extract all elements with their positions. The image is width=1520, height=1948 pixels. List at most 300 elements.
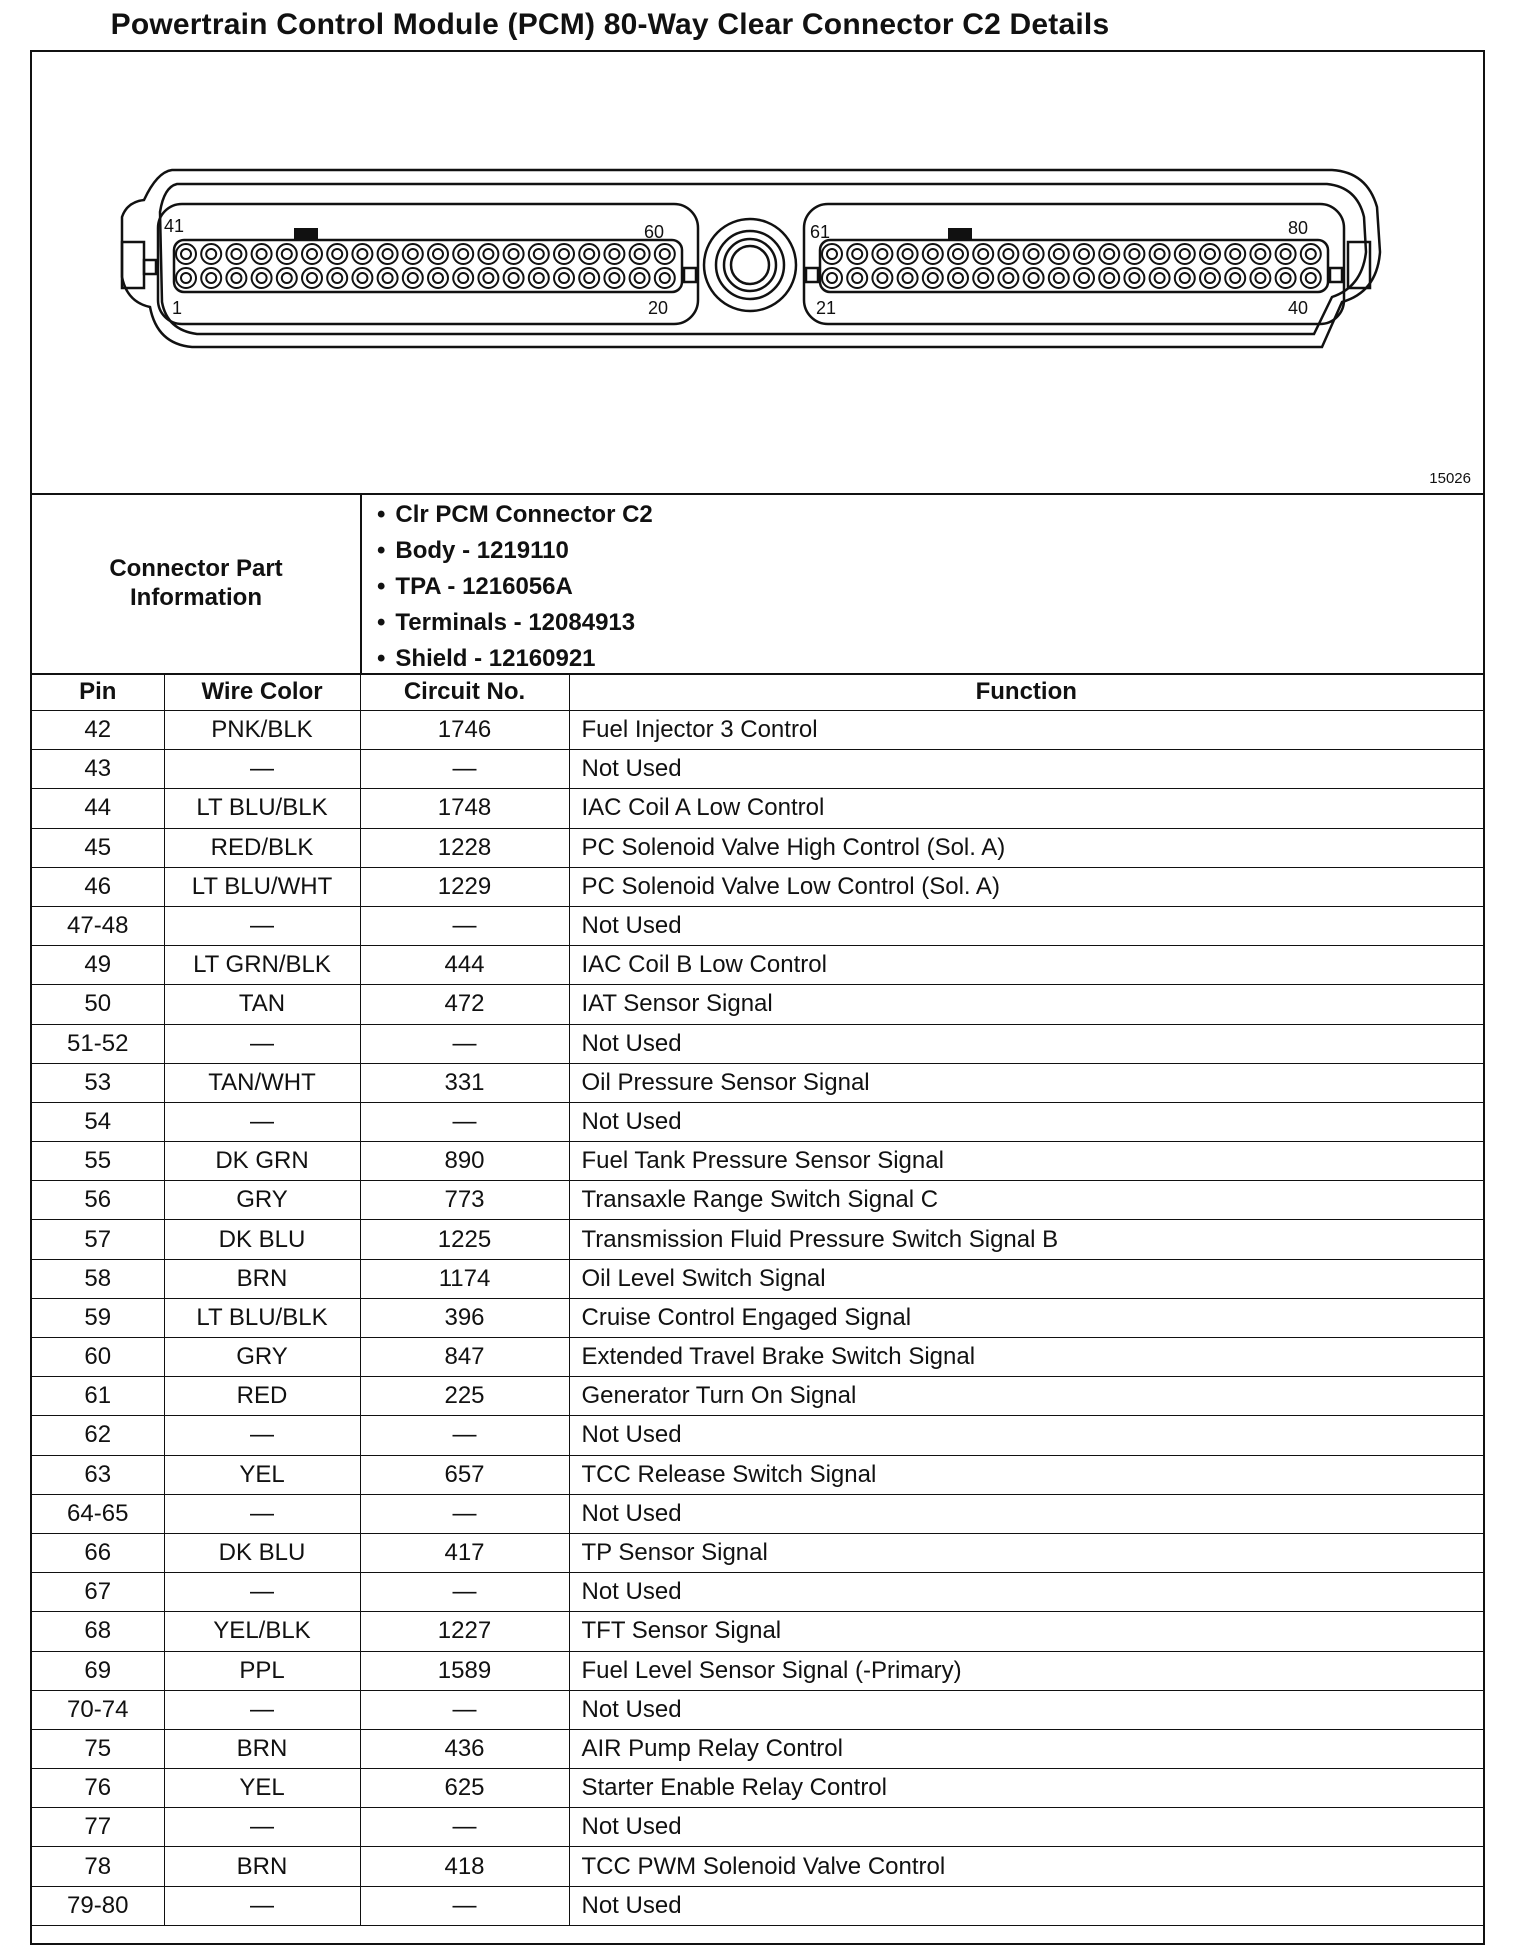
table-row xyxy=(32,1651,1483,1690)
pin-hole-center xyxy=(1054,249,1064,259)
pin-hole xyxy=(302,268,322,288)
pin-hole-center xyxy=(584,249,594,259)
pin-cell: 66 xyxy=(32,1533,164,1572)
pin-hole-center xyxy=(383,273,393,283)
wire-color-cell: YEL xyxy=(164,1769,360,1808)
table-row xyxy=(32,946,1483,985)
pin-hole-center xyxy=(1155,273,1165,283)
pin-hole xyxy=(453,244,473,264)
wire-color-cell: LT BLU/BLK xyxy=(164,789,360,828)
pin-hole xyxy=(529,244,549,264)
pin-hole-center xyxy=(1003,273,1013,283)
part-info-item: • Clr PCM Connector C2 xyxy=(377,497,653,533)
pin-hole xyxy=(822,244,842,264)
pin-cell: 60 xyxy=(32,1338,164,1377)
table-row xyxy=(32,1455,1483,1494)
pin-hole xyxy=(1150,268,1170,288)
pin-hole xyxy=(948,268,968,288)
function-cell: Not Used xyxy=(569,1690,1483,1729)
wire-color-cell: GRY xyxy=(164,1181,360,1220)
function-cell: IAT Sensor Signal xyxy=(569,985,1483,1024)
table-row xyxy=(32,985,1483,1024)
pin-hole-center xyxy=(1255,249,1265,259)
connector-details-frame xyxy=(30,50,1485,1945)
pin-hole xyxy=(630,268,650,288)
wire-color-cell: — xyxy=(164,1416,360,1455)
pin-cell: 55 xyxy=(32,1142,164,1181)
pin-hole xyxy=(1049,244,1069,264)
pin-hole xyxy=(252,244,272,264)
wire-color-cell: — xyxy=(164,1102,360,1141)
pin-cell: 67 xyxy=(32,1573,164,1612)
circuit-no-cell: — xyxy=(360,1102,569,1141)
circuit-no-cell: 1225 xyxy=(360,1220,569,1259)
table-row xyxy=(32,1024,1483,1063)
pin-hole xyxy=(898,244,918,264)
pin-hole-center xyxy=(231,249,241,259)
table-row xyxy=(32,1769,1483,1808)
pin-hole xyxy=(1150,244,1170,264)
circuit-no-cell: — xyxy=(360,1024,569,1063)
pin-hole-center xyxy=(903,249,913,259)
part-info-item: • Terminals - 12084913 xyxy=(377,605,653,641)
pin-cell: 79-80 xyxy=(32,1886,164,1925)
pin-cell: 44 xyxy=(32,789,164,828)
function-cell: Not Used xyxy=(569,906,1483,945)
function-cell: Transaxle Range Switch Signal C xyxy=(569,1181,1483,1220)
pin-label-41: 41 xyxy=(164,216,185,236)
pin-hole-center xyxy=(660,273,670,283)
pin-hole-center xyxy=(852,273,862,283)
pin-hole xyxy=(1024,244,1044,264)
pin-hole-center xyxy=(509,249,519,259)
wire-color-cell: — xyxy=(164,750,360,789)
pin-hole xyxy=(176,268,196,288)
pin-hole-center xyxy=(1029,249,1039,259)
pin-hole-center xyxy=(1180,249,1190,259)
pin-hole xyxy=(226,268,246,288)
pin-hole xyxy=(201,244,221,264)
pin-cell: 49 xyxy=(32,946,164,985)
pin-hole xyxy=(554,268,574,288)
pin-hole xyxy=(655,268,675,288)
pin-hole-center xyxy=(257,273,267,283)
part-info-label-line2: Information xyxy=(129,584,262,611)
pin-hole-center xyxy=(1003,249,1013,259)
pin-hole-center xyxy=(827,273,837,283)
pin-hole-center xyxy=(1306,273,1316,283)
page-title: Powertrain Control Module (PCM) 80-Way Clear Connector C2 Details xyxy=(110,8,1110,41)
table-row xyxy=(32,750,1483,789)
pin-hole-center xyxy=(307,249,317,259)
pin-hole-center xyxy=(408,249,418,259)
pin-hole xyxy=(604,244,624,264)
pin-cell: 69 xyxy=(32,1651,164,1690)
wire-color-cell: LT BLU/BLK xyxy=(164,1298,360,1337)
wire-color-cell: PPL xyxy=(164,1651,360,1690)
pin-hole-center xyxy=(357,273,367,283)
wire-color-cell: BRN xyxy=(164,1259,360,1298)
pin-hole-center xyxy=(231,273,241,283)
circuit-no-cell: 436 xyxy=(360,1729,569,1768)
pin-hole-center xyxy=(609,273,619,283)
pin-hole-center xyxy=(1129,249,1139,259)
pin-hole xyxy=(428,244,448,264)
part-info-item: • TPA - 1216056A xyxy=(377,569,653,605)
table-row xyxy=(32,1298,1483,1337)
function-cell: Fuel Level Sensor Signal (-Primary) xyxy=(569,1651,1483,1690)
header-function: Function xyxy=(569,673,1483,711)
pin-hole xyxy=(1124,268,1144,288)
pin-hole xyxy=(277,244,297,264)
shield-post-ring-3 xyxy=(731,246,769,284)
pin-hole xyxy=(453,268,473,288)
pin-cell: 77 xyxy=(32,1808,164,1847)
function-cell: Fuel Tank Pressure Sensor Signal xyxy=(569,1142,1483,1181)
pin-hole xyxy=(1301,244,1321,264)
circuit-no-cell: — xyxy=(360,1494,569,1533)
shield-post-outer xyxy=(704,219,796,311)
wire-color-cell: DK BLU xyxy=(164,1220,360,1259)
circuit-no-cell: 1228 xyxy=(360,828,569,867)
pin-hole xyxy=(872,268,892,288)
function-cell: Not Used xyxy=(569,1573,1483,1612)
pin-label-61: 61 xyxy=(810,222,831,242)
tab-left xyxy=(144,260,156,274)
pin-hole xyxy=(327,268,347,288)
part-info-list xyxy=(377,497,653,677)
pin-hole xyxy=(226,244,246,264)
wire-color-cell: PNK/BLK xyxy=(164,711,360,750)
pin-hole-center xyxy=(1180,273,1190,283)
function-cell: Generator Turn On Signal xyxy=(569,1377,1483,1416)
function-cell: TCC Release Switch Signal xyxy=(569,1455,1483,1494)
function-cell: TP Sensor Signal xyxy=(569,1533,1483,1572)
pin-hole xyxy=(822,268,842,288)
pin-hole xyxy=(847,244,867,264)
pin-hole xyxy=(352,244,372,264)
pin-hole xyxy=(1225,268,1245,288)
pin-hole xyxy=(1124,244,1144,264)
pin-cell: 43 xyxy=(32,750,164,789)
circuit-no-cell: 418 xyxy=(360,1847,569,1886)
pin-hole-center xyxy=(181,273,191,283)
pin-cell: 54 xyxy=(32,1102,164,1141)
pin-hole-center xyxy=(408,273,418,283)
pin-hole xyxy=(1175,268,1195,288)
pin-hole-center xyxy=(635,249,645,259)
pin-hole-center xyxy=(928,273,938,283)
pin-hole-center xyxy=(433,249,443,259)
pin-hole xyxy=(378,268,398,288)
pin-hole-center xyxy=(458,249,468,259)
tab-right xyxy=(1330,268,1342,282)
figure-number: 15026 xyxy=(1429,470,1471,487)
pin-label-80: 80 xyxy=(1288,218,1309,238)
pin-hole xyxy=(176,244,196,264)
function-cell: Not Used xyxy=(569,1808,1483,1847)
table-row xyxy=(32,1808,1483,1847)
table-row xyxy=(32,1612,1483,1651)
function-cell: Oil Pressure Sensor Signal xyxy=(569,1063,1483,1102)
pin-table-header-row xyxy=(32,673,1483,711)
pin-hole-center xyxy=(1079,249,1089,259)
pin-hole xyxy=(948,244,968,264)
wire-color-cell: BRN xyxy=(164,1729,360,1768)
pin-hole-center xyxy=(1205,249,1215,259)
pin-hole-center xyxy=(332,273,342,283)
pin-hole-center xyxy=(978,273,988,283)
pin-hole-center xyxy=(534,273,544,283)
table-row xyxy=(32,1338,1483,1377)
pin-hole-center xyxy=(1129,273,1139,283)
table-row xyxy=(32,1690,1483,1729)
pin-hole-center xyxy=(1281,273,1291,283)
pin-hole-center xyxy=(1230,273,1240,283)
connector-diagram xyxy=(32,52,1483,495)
pin-cell: 70-74 xyxy=(32,1690,164,1729)
pin-hole-center xyxy=(383,249,393,259)
pin-hole xyxy=(277,268,297,288)
function-cell: AIR Pump Relay Control xyxy=(569,1729,1483,1768)
pin-hole xyxy=(973,244,993,264)
pin-cell: 50 xyxy=(32,985,164,1024)
function-cell: Extended Travel Brake Switch Signal xyxy=(569,1338,1483,1377)
table-row xyxy=(32,828,1483,867)
circuit-no-cell: 773 xyxy=(360,1181,569,1220)
pin-hole-center xyxy=(509,273,519,283)
wire-color-cell: — xyxy=(164,1886,360,1925)
pin-hole xyxy=(630,244,650,264)
pin-hole xyxy=(1175,244,1195,264)
pin-cell: 61 xyxy=(32,1377,164,1416)
pin-hole xyxy=(1276,268,1296,288)
pin-hole xyxy=(579,244,599,264)
pin-hole-center xyxy=(1054,273,1064,283)
tab-left-mid xyxy=(684,268,696,282)
pin-hole xyxy=(201,268,221,288)
pin-hole xyxy=(1099,244,1119,264)
pin-hole-center xyxy=(1205,273,1215,283)
circuit-no-cell: — xyxy=(360,1690,569,1729)
pin-hole-center xyxy=(1029,273,1039,283)
function-cell: Oil Level Switch Signal xyxy=(569,1259,1483,1298)
pin-hole-center xyxy=(559,273,569,283)
pin-hole-center xyxy=(282,273,292,283)
table-row xyxy=(32,1220,1483,1259)
pin-hole xyxy=(554,244,574,264)
pin-cell: 53 xyxy=(32,1063,164,1102)
pin-hole-center xyxy=(1155,249,1165,259)
table-row xyxy=(32,1573,1483,1612)
pin-hole xyxy=(923,244,943,264)
function-cell: PC Solenoid Valve Low Control (Sol. A) xyxy=(569,867,1483,906)
pin-hole xyxy=(1276,244,1296,264)
pin-hole-center xyxy=(953,273,963,283)
pin-cell: 57 xyxy=(32,1220,164,1259)
pin-hole-center xyxy=(1104,273,1114,283)
pin-hole-center xyxy=(978,249,988,259)
pin-hole xyxy=(898,268,918,288)
pin-hole xyxy=(655,244,675,264)
table-row xyxy=(32,1416,1483,1455)
pin-cell: 47-48 xyxy=(32,906,164,945)
pin-hole-center xyxy=(584,273,594,283)
pin-hole-center xyxy=(877,249,887,259)
pin-hole xyxy=(1049,268,1069,288)
table-row xyxy=(32,1377,1483,1416)
wire-color-cell: GRY xyxy=(164,1338,360,1377)
part-info-label xyxy=(32,493,362,673)
function-cell: IAC Coil B Low Control xyxy=(569,946,1483,985)
pin-hole xyxy=(1099,268,1119,288)
pin-hole-center xyxy=(1255,273,1265,283)
key-marker-left xyxy=(294,228,318,240)
circuit-no-cell: — xyxy=(360,1416,569,1455)
connector-drawing xyxy=(32,52,1483,493)
pin-hole xyxy=(504,268,524,288)
pin-cell: 46 xyxy=(32,867,164,906)
wire-color-cell: DK BLU xyxy=(164,1533,360,1572)
table-row xyxy=(32,711,1483,750)
pin-hole-center xyxy=(206,273,216,283)
pin-cell: 56 xyxy=(32,1181,164,1220)
wire-color-cell: YEL/BLK xyxy=(164,1612,360,1651)
circuit-no-cell: 625 xyxy=(360,1769,569,1808)
pin-hole-center xyxy=(357,249,367,259)
pin-hole xyxy=(302,244,322,264)
tab-right-mid xyxy=(806,268,818,282)
circuit-no-cell: 1748 xyxy=(360,789,569,828)
circuit-no-cell: 396 xyxy=(360,1298,569,1337)
pin-label-21: 21 xyxy=(816,298,837,318)
table-row xyxy=(32,1259,1483,1298)
pin-hole xyxy=(1024,268,1044,288)
circuit-no-cell: 444 xyxy=(360,946,569,985)
circuit-no-cell: 225 xyxy=(360,1377,569,1416)
circuit-no-cell: — xyxy=(360,906,569,945)
table-row xyxy=(32,1102,1483,1141)
wire-color-cell: YEL xyxy=(164,1455,360,1494)
function-cell: Fuel Injector 3 Control xyxy=(569,711,1483,750)
pin-hole xyxy=(1074,244,1094,264)
pin-hole xyxy=(327,244,347,264)
function-cell: PC Solenoid Valve High Control (Sol. A) xyxy=(569,828,1483,867)
pin-hole xyxy=(403,268,423,288)
function-cell: Not Used xyxy=(569,1494,1483,1533)
wire-color-cell: — xyxy=(164,906,360,945)
pin-hole xyxy=(1200,268,1220,288)
wire-color-cell: TAN xyxy=(164,985,360,1024)
pin-hole-center xyxy=(635,273,645,283)
circuit-no-cell: 847 xyxy=(360,1338,569,1377)
function-cell: IAC Coil A Low Control xyxy=(569,789,1483,828)
pin-cell: 58 xyxy=(32,1259,164,1298)
function-cell: Not Used xyxy=(569,1416,1483,1455)
pin-hole-center xyxy=(1230,249,1240,259)
pin-cell: 63 xyxy=(32,1455,164,1494)
pin-hole xyxy=(478,244,498,264)
pin-hole xyxy=(478,268,498,288)
pin-hole-center xyxy=(1079,273,1089,283)
function-cell: Cruise Control Engaged Signal xyxy=(569,1298,1483,1337)
circuit-no-cell: 1227 xyxy=(360,1612,569,1651)
table-row xyxy=(32,789,1483,828)
wire-color-cell: BRN xyxy=(164,1847,360,1886)
part-info-item: • Shield - 12160921 xyxy=(377,641,653,677)
pin-hole-center xyxy=(852,249,862,259)
pin-cell: 76 xyxy=(32,1769,164,1808)
pin-hole-center xyxy=(660,249,670,259)
pin-hole xyxy=(252,268,272,288)
table-row xyxy=(32,1847,1483,1886)
wire-color-cell: — xyxy=(164,1808,360,1847)
pin-label-1: 1 xyxy=(172,298,183,318)
pin-hole xyxy=(403,244,423,264)
pin-hole xyxy=(1301,268,1321,288)
function-cell: Not Used xyxy=(569,1886,1483,1925)
table-row xyxy=(32,1181,1483,1220)
pin-hole xyxy=(579,268,599,288)
circuit-no-cell: 1174 xyxy=(360,1259,569,1298)
table-row xyxy=(32,867,1483,906)
pin-hole xyxy=(973,268,993,288)
pin-cell: 42 xyxy=(32,711,164,750)
pin-hole-center xyxy=(1281,249,1291,259)
shield-post-ring-1 xyxy=(716,231,784,299)
wire-color-cell: — xyxy=(164,1690,360,1729)
pin-hole xyxy=(1200,244,1220,264)
function-cell: TCC PWM Solenoid Valve Control xyxy=(569,1847,1483,1886)
circuit-no-cell: — xyxy=(360,1886,569,1925)
header-pin: Pin xyxy=(32,673,164,711)
pin-hole-center xyxy=(307,273,317,283)
circuit-no-cell: 1589 xyxy=(360,1651,569,1690)
pin-hole-center xyxy=(534,249,544,259)
wire-color-cell: LT GRN/BLK xyxy=(164,946,360,985)
table-row xyxy=(32,1494,1483,1533)
table-row xyxy=(32,1886,1483,1925)
part-info-item: • Body - 1219110 xyxy=(377,533,653,569)
circuit-no-cell: 472 xyxy=(360,985,569,1024)
pin-hole xyxy=(998,244,1018,264)
pin-hole xyxy=(604,268,624,288)
pin-hole-center xyxy=(181,249,191,259)
pin-cell: 62 xyxy=(32,1416,164,1455)
pin-hole xyxy=(847,268,867,288)
pin-cell: 45 xyxy=(32,828,164,867)
circuit-no-cell: — xyxy=(360,750,569,789)
pin-hole xyxy=(428,268,448,288)
pin-hole-center xyxy=(1306,249,1316,259)
pin-cell: 59 xyxy=(32,1298,164,1337)
pin-hole-center xyxy=(332,249,342,259)
latch-left xyxy=(122,242,144,288)
pin-hole-center xyxy=(483,273,493,283)
circuit-no-cell: — xyxy=(360,1808,569,1847)
wire-color-cell: — xyxy=(164,1573,360,1612)
circuit-no-cell: 1746 xyxy=(360,711,569,750)
wire-color-cell: — xyxy=(164,1024,360,1063)
circuit-no-cell: 331 xyxy=(360,1063,569,1102)
wire-color-cell: RED xyxy=(164,1377,360,1416)
pin-hole-center xyxy=(827,249,837,259)
header-circuit-no: Circuit No. xyxy=(360,673,569,711)
pin-cell: 64-65 xyxy=(32,1494,164,1533)
pin-hole xyxy=(872,244,892,264)
pin-cell: 51-52 xyxy=(32,1024,164,1063)
pin-hole-center xyxy=(953,249,963,259)
